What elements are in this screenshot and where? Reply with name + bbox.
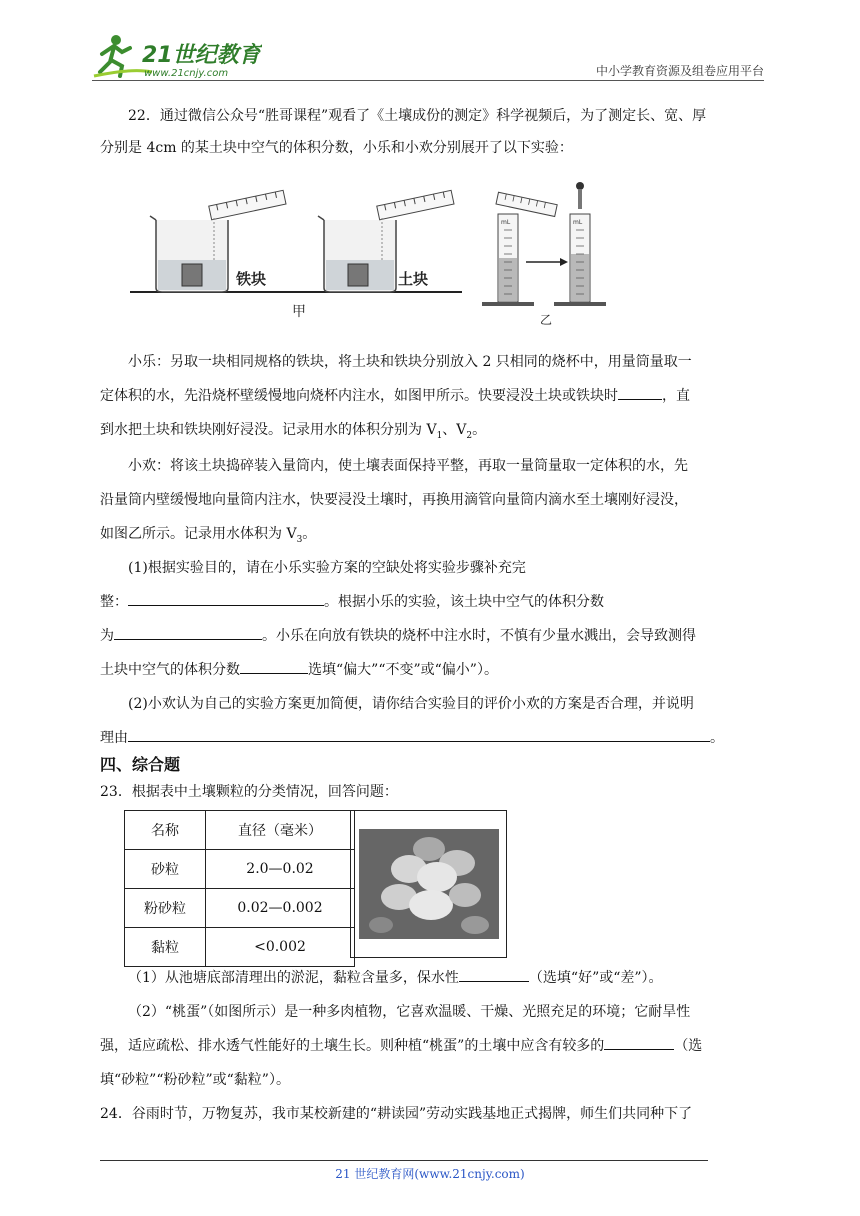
caption-yi: 乙 xyxy=(540,313,553,327)
table-cell: 黏粒 xyxy=(125,928,206,967)
xiaohuan-line-c: 如图乙所示。记录用水体积为 $V_3$。 xyxy=(100,526,317,545)
q22-intro-line2: 分别是 4cm 的某土块中空气的体积分数，小乐和小欢分别展开了以下实验： xyxy=(100,140,573,156)
xiaole-line-a: 小乐：另取一块相同规格的铁块，将土块和铁块分别放入 2 只相同的烧杯中，用量筒量取一 xyxy=(128,354,692,370)
header-platform-name: 中小学教育资源及组卷应用平台 xyxy=(595,64,764,78)
q22-s1-line-a: (1)根据实验目的，请在小乐实验方案的空缺处将实验步骤补充完 xyxy=(128,560,526,576)
label-soil: 土块 xyxy=(398,270,429,288)
cylinder-pour-1 xyxy=(209,190,286,219)
logo-url-text: www.21cnjy.com xyxy=(144,68,229,79)
logo-main-text: 21世纪教育 xyxy=(142,43,261,68)
xiaohuan-line-a: 小欢：将该土块捣碎装入量筒内，使土壤表面保持平整，再取一量筒量取一定体积的水，先 xyxy=(128,458,688,474)
pour-cylinder-top xyxy=(496,192,557,216)
xiaole-line-b: 定体积的水，先沿烧杯壁缓慢地向烧杯内注水，如图甲所示。快要浸没土块或铁块时 ，直 xyxy=(100,380,762,412)
q23-intro: 23．根据表中土壤颗粒的分类情况，回答问题： xyxy=(100,784,398,800)
q23-p2-line-b: 强，适应疏松、排水透气性能好的土壤生长。则种植“桃蛋”的土壤中应含有较多的 （选 xyxy=(100,1030,762,1062)
header-rule xyxy=(92,80,764,81)
table-cell: 砂粒 xyxy=(125,850,206,889)
answer-blank[interactable] xyxy=(618,381,662,400)
table-cell: <0.002 xyxy=(206,928,355,967)
q22-s1-line-b: 整： 。根据小乐的实验，该土块中空气的体积分数 xyxy=(100,586,762,618)
answer-blank-fraction[interactable] xyxy=(114,621,262,640)
graduated-cylinder-left xyxy=(482,214,534,306)
q22-intro-line1: 22．通过微信公众号“胜哥课程”观看了《土壤成份的测定》科学视频后，为了测定长、宽、厚 xyxy=(128,108,707,124)
q23-p2-line-a: （2）“桃蛋”（如图所示）是一种多肉植物，它喜欢温暖、干燥、光照充足的环境；它耐旱性 xyxy=(128,1004,691,1020)
cylinder-pour-2 xyxy=(377,190,454,219)
label-iron: 铁块 xyxy=(236,270,267,288)
figure-yi xyxy=(474,178,614,330)
q24-line1: 24．谷雨时节，万物复苏，我市某校新建的“耕读园”劳动实践基地正式揭牌，师生们共同种下了 xyxy=(100,1106,693,1122)
answer-blank-reason[interactable] xyxy=(128,723,710,742)
q22-s2-line-a: (2)小欢认为自己的实验方案更加简便，请你结合实验目的评价小欢的方案是否合理，并说明 xyxy=(128,696,694,712)
table-header-cell: 名称 xyxy=(125,811,206,850)
footer-rule xyxy=(100,1160,708,1161)
q23-p2-line-c: 填“砂粒”“粉砂粒”或“黏粒”）。 xyxy=(100,1072,290,1088)
answer-blank-water[interactable] xyxy=(459,963,529,982)
answer-blank-effect[interactable] xyxy=(240,655,308,674)
table-cell: 0.02—0.002 xyxy=(206,889,355,928)
q22-s2-line-b: 理由 。 xyxy=(100,722,762,754)
section-title: 四、综合题 xyxy=(100,755,181,774)
soil-particle-table xyxy=(124,810,355,967)
table-row xyxy=(125,850,355,889)
succulent-photo xyxy=(359,829,499,939)
xiaohuan-line-b: 沿量筒内壁缓慢地向量筒内注水，快要浸没土壤时，再换用滴管向量筒内滴水至土壤刚好浸没， xyxy=(100,492,688,508)
footer-site-link[interactable]: 21 世纪教育网(www.21cnjy.com) xyxy=(335,1167,525,1181)
beaker-soil-block xyxy=(318,216,396,292)
table-cell: 粉砂粒 xyxy=(125,889,206,928)
figure-jia xyxy=(128,184,464,324)
q23-p1: （1）从池塘底部清理出的淤泥，黏粒含量多，保水性 （选填“好”或“差”）。 xyxy=(100,962,762,994)
q22-s1-line-c: 为 。小乐在向放有铁块的烧杯中注水时，不慎有少量水溅出，会导致测得 xyxy=(100,620,762,652)
table-header-row xyxy=(125,811,355,850)
table-row xyxy=(125,889,355,928)
table-cell: 2.0—0.02 xyxy=(206,850,355,889)
site-logo xyxy=(92,32,262,80)
svg-text:mL: mL xyxy=(501,219,511,226)
succulent-photo-frame xyxy=(350,810,507,958)
xiaole-line-c: 到水把土块和铁块刚好浸没。记录用水的体积分别为 $V_1$、$V_2$。 xyxy=(100,422,487,441)
table-header-cell: 直径（毫米） xyxy=(206,811,355,850)
table-row xyxy=(125,928,355,967)
svg-text:mL: mL xyxy=(573,219,583,226)
arrow-right-icon xyxy=(526,258,568,266)
answer-blank-particle[interactable] xyxy=(604,1031,674,1050)
q22-s1-line-d: 土块中空气的体积分数 选填“偏大”“不变”或“偏小”）。 xyxy=(100,654,762,686)
beaker-iron-block xyxy=(150,216,228,292)
answer-blank-steps[interactable] xyxy=(128,587,324,606)
caption-jia: 甲 xyxy=(292,304,306,320)
dropper-icon xyxy=(576,182,584,209)
